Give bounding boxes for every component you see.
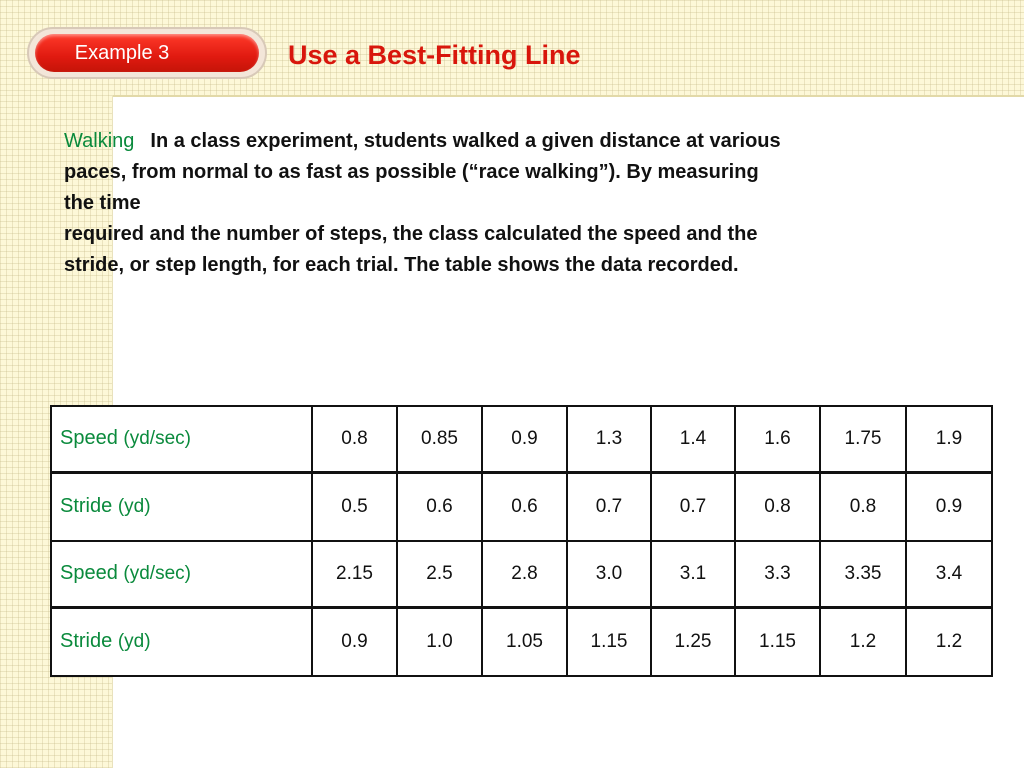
row-label-name: Stride bbox=[60, 630, 113, 653]
table-cell: 1.9 bbox=[906, 406, 992, 472]
problem-line-2: paces, from normal to as fast as possible (“race walking”). By measuring bbox=[64, 161, 759, 183]
table-cell: 0.5 bbox=[312, 472, 397, 541]
example-badge bbox=[27, 27, 267, 79]
table-cell: 1.75 bbox=[820, 406, 906, 472]
row-label-unit: (yd/sec) bbox=[123, 428, 191, 450]
table-cell: 0.6 bbox=[482, 472, 567, 541]
table-cell: 0.9 bbox=[482, 406, 567, 472]
table-cell: 1.0 bbox=[397, 607, 482, 676]
table-cell: 3.3 bbox=[735, 541, 820, 607]
row-label bbox=[51, 406, 312, 472]
table-cell: 0.8 bbox=[312, 406, 397, 472]
row-label-unit: (yd/sec) bbox=[123, 563, 191, 585]
data-table bbox=[50, 405, 993, 677]
problem-line-3: the time bbox=[64, 192, 141, 214]
table-cell: 1.4 bbox=[651, 406, 735, 472]
example-badge-fill bbox=[35, 34, 259, 72]
problem-line-text: In a class experiment, students walked a given distance at various bbox=[150, 130, 781, 152]
problem-text bbox=[64, 126, 994, 281]
table-cell: 3.1 bbox=[651, 541, 735, 607]
problem-line-1 bbox=[64, 126, 994, 157]
lead-word: Walking bbox=[64, 130, 135, 152]
table-cell: 0.9 bbox=[906, 472, 992, 541]
table-cell: 3.4 bbox=[906, 541, 992, 607]
row-label-name: Stride bbox=[60, 495, 113, 518]
row-label-unit: (yd) bbox=[117, 496, 151, 518]
table-cell: 2.15 bbox=[312, 541, 397, 607]
row-label-name: Speed bbox=[60, 427, 118, 450]
table-row bbox=[51, 607, 992, 676]
problem-line-4: required and the number of steps, the class calculated the speed and the bbox=[64, 223, 758, 245]
table-row bbox=[51, 406, 992, 472]
table-cell: 1.6 bbox=[735, 406, 820, 472]
table-cell: 1.15 bbox=[567, 607, 651, 676]
example-label: Example 3 bbox=[74, 42, 170, 64]
table-cell: 2.5 bbox=[397, 541, 482, 607]
table-cell: 1.2 bbox=[820, 607, 906, 676]
table-cell: 0.8 bbox=[820, 472, 906, 541]
table-cell: 3.0 bbox=[567, 541, 651, 607]
table-cell: 3.35 bbox=[820, 541, 906, 607]
page-title: Use a Best-Fitting Line bbox=[288, 40, 581, 70]
table-cell: 1.25 bbox=[651, 607, 735, 676]
table-cell: 1.2 bbox=[906, 607, 992, 676]
table-cell: 0.8 bbox=[735, 472, 820, 541]
row-label bbox=[51, 541, 312, 607]
table-cell: 0.9 bbox=[312, 607, 397, 676]
row-label-name: Speed bbox=[60, 562, 118, 585]
table-row bbox=[51, 541, 992, 607]
table-cell: 0.6 bbox=[397, 472, 482, 541]
problem-line-5: stride, or step length, for each trial. The table shows the data recorded. bbox=[64, 254, 739, 276]
table-row bbox=[51, 472, 992, 541]
table-cell: 0.7 bbox=[651, 472, 735, 541]
table-cell: 2.8 bbox=[482, 541, 567, 607]
table-cell: 1.15 bbox=[735, 607, 820, 676]
table-cell: 1.05 bbox=[482, 607, 567, 676]
row-label bbox=[51, 607, 312, 676]
row-label-unit: (yd) bbox=[117, 631, 151, 653]
header-band bbox=[0, 0, 1024, 97]
row-label bbox=[51, 472, 312, 541]
table-cell: 1.3 bbox=[567, 406, 651, 472]
table-cell: 0.7 bbox=[567, 472, 651, 541]
table-cell: 0.85 bbox=[397, 406, 482, 472]
